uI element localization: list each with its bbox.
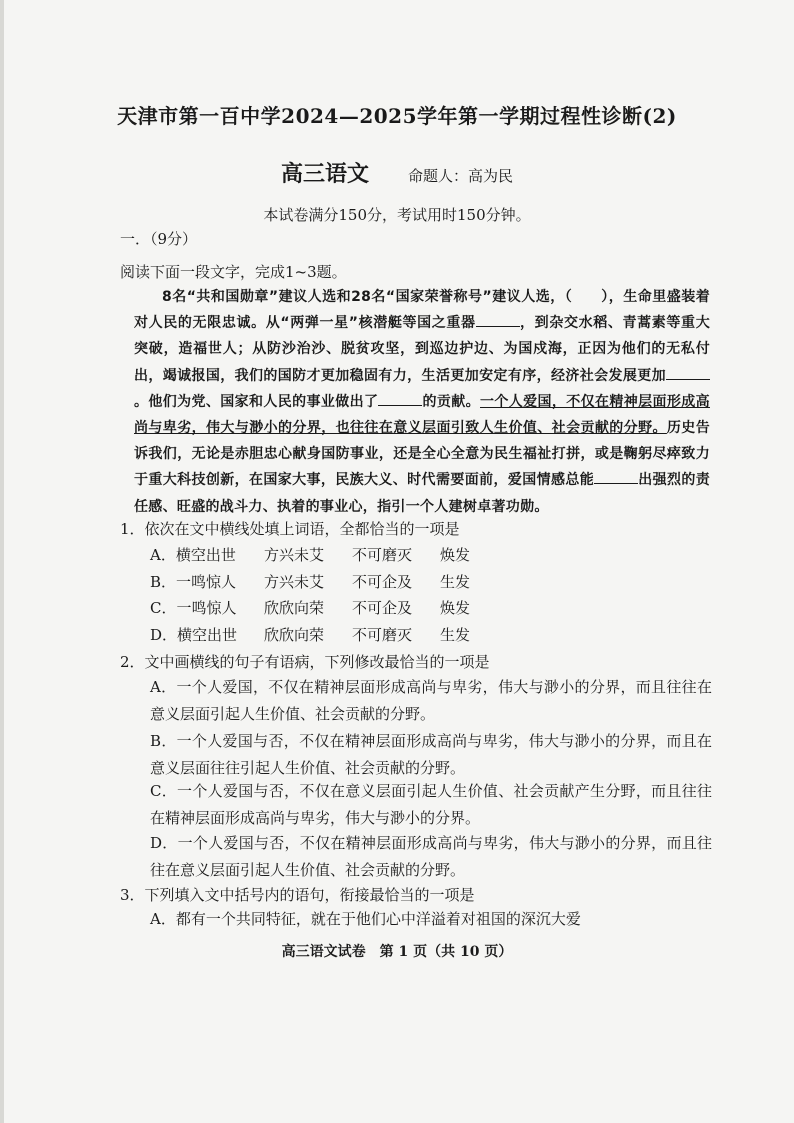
question-2-option-b: B．一个人爱国与否，不仅在精神层面形成高尚与卑劣，伟大与渺小的分界，而且在意义层面往往引起人生价值、社会贡献的分野。 bbox=[150, 732, 712, 777]
passage-text: 出强烈的责任感、旺盛的战斗力、执着的事业心，指引一个人建树卓著功勋。 bbox=[134, 472, 710, 515]
question-1-stem: 1．依次在文中横线处填上词语，全都恰当的一项是 bbox=[120, 520, 460, 538]
passage-text: 历史告诉我们，无论是赤胆忠心献身国防事业，还是全心全意为民生福祉打拼，或是鞠躬尽瘁致力于重大科技创新，在国家大事，民族大义、时代需要面前，爱国情感总能 bbox=[134, 420, 710, 489]
passage-text: 。他们为党、国家和人民的事业做出了 bbox=[134, 393, 379, 410]
underlined-sentence: 一个人爱国，不仅在精神层面形成高尚与卑劣，伟大与渺小的分界，也往往在意义层面引致人生价值、社会贡献的分野。 bbox=[134, 393, 710, 437]
question-3-option-a: A．都有一个共同特征，就在于他们心中洋溢着对祖国的深沉大爱 bbox=[150, 910, 581, 928]
page-footer: 高三语文试卷 第 1 页（共 10 页） bbox=[281, 944, 513, 960]
subject-name: 高三语文 bbox=[280, 161, 369, 187]
blank-1 bbox=[476, 312, 520, 327]
question-1-option-b: B．一鸣惊人 方兴未艾 不可企及 生发 bbox=[150, 573, 471, 591]
exam-info: 本试卷满分150分，考试用时150分钟。 bbox=[263, 206, 531, 224]
question-2-option-c: C．一个人爱国与否，不仅在意义层面引起人生价值、社会贡献产生分野，而且往往在精神层面形成高尚与卑劣，伟大与渺小的分界。 bbox=[150, 782, 712, 827]
question-2-option-a: A．一个人爱国，不仅在精神层面形成高尚与卑劣，伟大与渺小的分界，而且往往在意义层面引起人生价值、社会贡献的分野。 bbox=[150, 678, 712, 723]
passage-text: 的贡献。 bbox=[422, 393, 481, 410]
passage-text: 8名“共和国勋章”建议人选和28名“国家荣誉称号”建议人选，（ ），生命里盛装着对人民的无限忠诚。从“两弹一星”核潜艇等国之重器 bbox=[134, 289, 710, 332]
subject-line bbox=[0, 157, 794, 188]
question-1-option-a: A．横空出世 方兴未艾 不可磨灭 焕发 bbox=[150, 546, 471, 564]
blank-3 bbox=[378, 391, 422, 406]
question-3-stem: 3．下列填入文中括号内的语句，衔接最恰当的一项是 bbox=[120, 886, 475, 904]
question-1-option-d: D．横空出世 欣欣向荣 不可磨灭 生发 bbox=[150, 626, 471, 644]
question-2-option-d: D．一个人爱国与否，不仅在精神层面形成高尚与卑劣，伟大与渺小的分界，而且往往在意义层面引起人生价值、社会贡献的分野。 bbox=[150, 834, 712, 879]
blank-2 bbox=[666, 365, 710, 380]
blank-4 bbox=[594, 469, 638, 484]
section-instruction: 阅读下面一段文字，完成1~3题。 bbox=[120, 263, 347, 281]
question-2-stem: 2．文中画横线的句子有语病，下列修改最恰当的一项是 bbox=[120, 653, 490, 671]
reading-passage bbox=[134, 284, 710, 520]
exam-title: 天津市第一百中学2024—2025学年第一学期过程性诊断(2) bbox=[117, 104, 677, 128]
question-1-option-c: C．一鸣惊人 欣欣向荣 不可企及 焕发 bbox=[150, 599, 471, 617]
passage-text: ，到杂交水稻、青蒿素等重大突破，造福世人；从防沙治沙、脱贫攻坚，到巡边护边、为国戍海，正因为他们的无私付出，竭诚报国，我们的国防才更加稳固有力，生活更加安定有序，经济社会发展更加 bbox=[134, 315, 710, 384]
section-heading: 一．（9分） bbox=[120, 230, 198, 248]
author: 命题人：高为民 bbox=[408, 167, 514, 185]
